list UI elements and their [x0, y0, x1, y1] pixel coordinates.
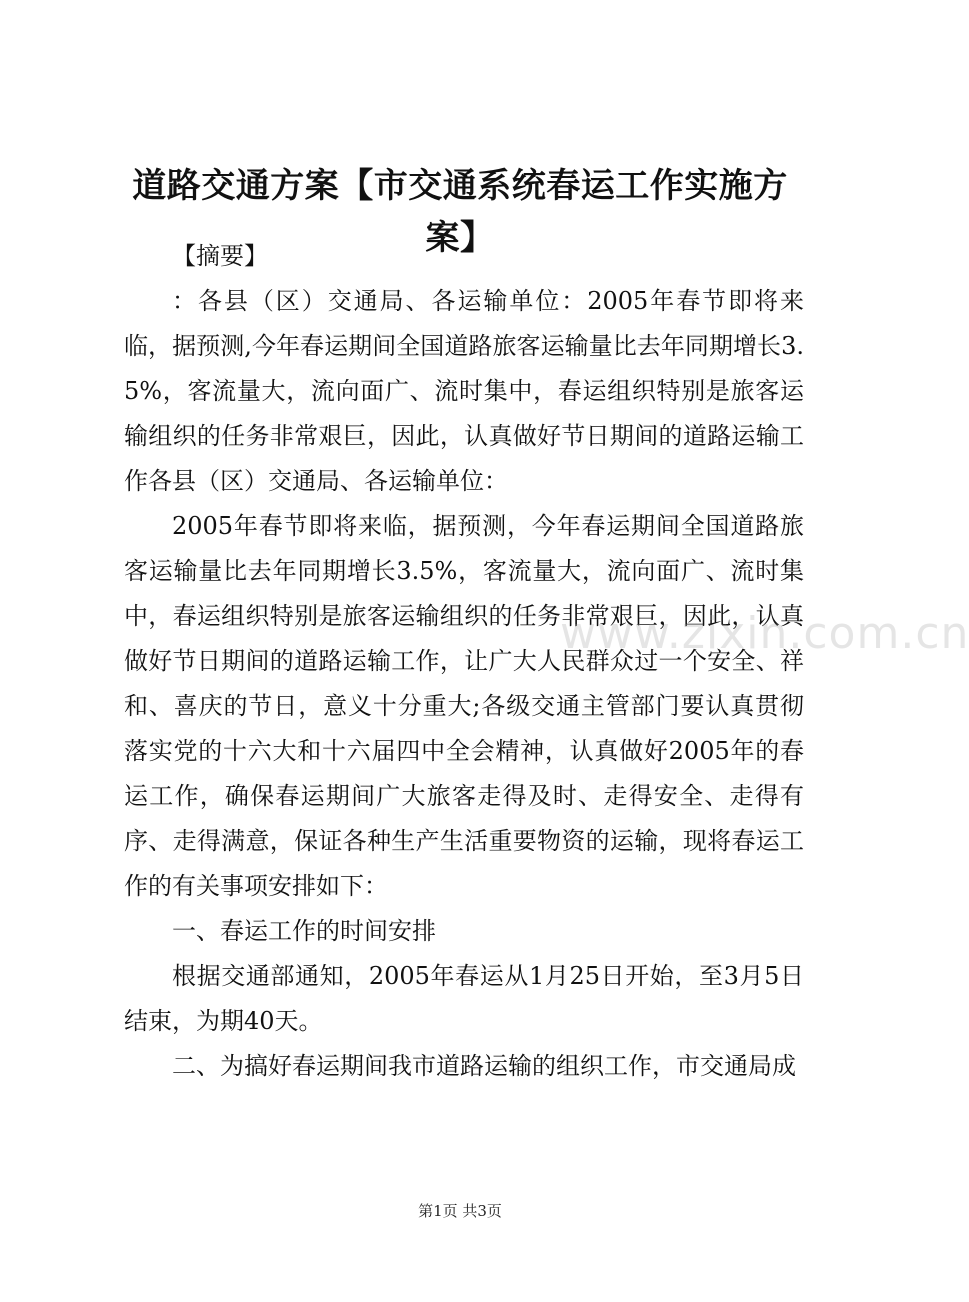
page-footer: 第1页 共3页 [418, 1202, 502, 1220]
abstract-heading: 【摘要】 [172, 242, 268, 270]
paragraph-abstract-text: ：各县（区）交通局、各运输单位：2005年春节即将来临，据预测,今年春运期间全国道路旅客运输量比去年同期增长3.5%，客流量大，流向面广、流时集中，春运组织特别是旅客运输组织的任务非常艰巨，因此，认真做好节日期间的道路运输工作各县（区）交通局、各运输单位： [124, 287, 804, 495]
document-title: 道路交通方案【市交通系统春运工作实施方案】 [132, 166, 788, 258]
paragraph-time: 根据交通部通知，2005年春运从1月25日开始，至3月5日结束，为期40天。 [124, 962, 804, 1035]
paragraph-section-two: 二、为搞好春运期间我市道路运输的组织工作，市交通局成 [172, 1052, 796, 1080]
watermark: www.zixin.com.cn [560, 608, 969, 659]
section-heading-time: 一、春运工作的时间安排 [172, 917, 436, 945]
paragraph-intro: 2005年春节即将来临，据预测，今年春运期间全国道路旅客运输量比去年同期增长3.5%，客流量大，流向面广、流时集中，春运组织特别是旅客运输组织的任务非常艰巨，因此，认真做好节日期间的道路运输工作，让广大人民群众过一个安全、祥和、喜庆的节日，意义十分重大;各级交通主管部门要认真贯彻落实党的十六大和十六届四中全会精神，认真做好2005年的春运工作，确保春运期间广大旅客走得及时、走得安全、走得有序、走得满意，保证各种生产生活重要物资的运输，现将春运工作的有关事项安排如下： [124, 512, 804, 900]
document-body [124, 234, 804, 1089]
